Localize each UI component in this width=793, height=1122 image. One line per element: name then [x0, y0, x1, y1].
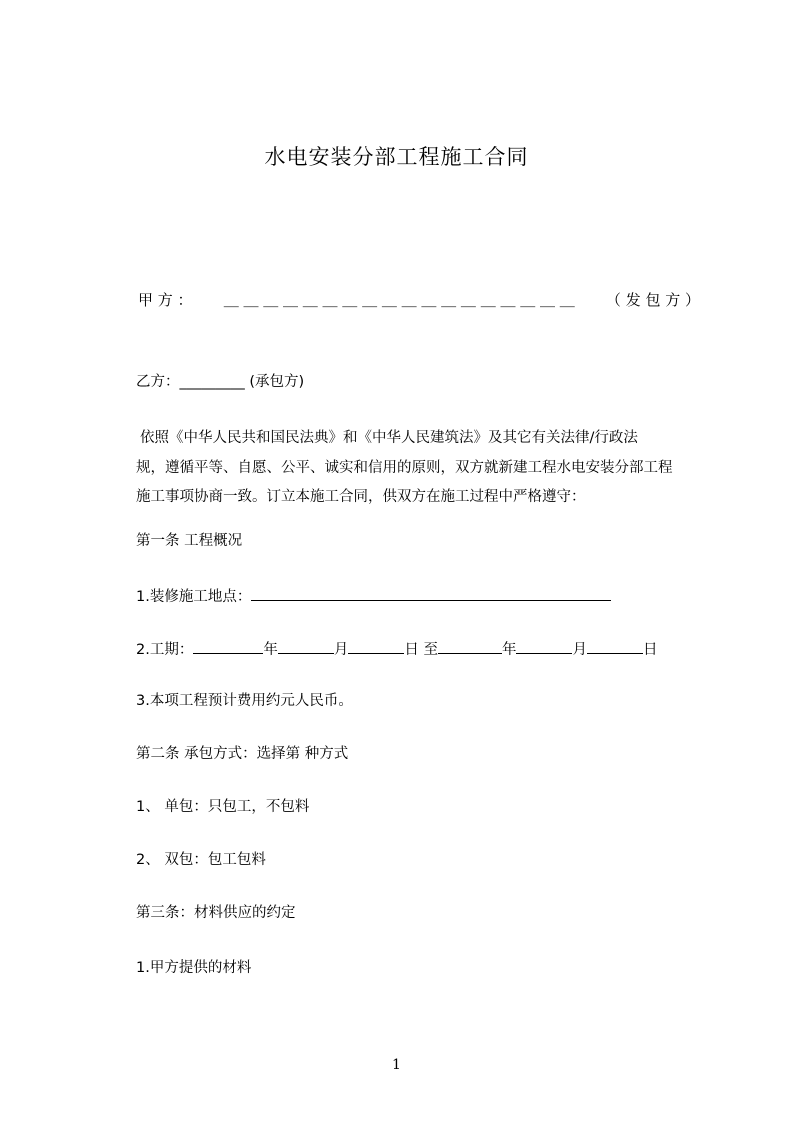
party-b-label: 乙方： — [136, 374, 180, 390]
start-year-blank — [193, 638, 263, 654]
end-day-blank — [587, 638, 643, 654]
intro-paragraph — [136, 424, 708, 513]
article-1-item-3: 3.本项工程预计费用约元人民币。 — [136, 693, 353, 709]
article-1-item-2 — [136, 638, 657, 660]
duration-label: 2.工期： — [136, 642, 194, 658]
party-a-line — [138, 290, 700, 310]
article-1-heading: 第一条 工程概况 — [136, 533, 243, 549]
start-month-label: 月 — [333, 642, 349, 658]
start-year-label: 年 — [263, 642, 278, 658]
end-month-blank — [516, 638, 572, 654]
start-day-blank — [348, 638, 404, 654]
page-number: 1 — [392, 1057, 401, 1073]
article-2-option-2: 2、 双包：包工包料 — [136, 852, 266, 868]
party-b-line — [136, 372, 304, 392]
party-b-blank: _________ — [179, 374, 245, 390]
end-year-blank — [438, 638, 502, 654]
intro-line-3: 施工事项协商一致。订立本施工合同，供双方在施工过程中严格遵守： — [136, 489, 586, 505]
party-a-role: （ 发 包 方 ） — [605, 291, 700, 309]
intro-line-1: 依照《中华人民共和国民法典》和《中华人民建筑法》及其它有关法律/行政法 — [140, 430, 638, 446]
article-3-item-1: 1.甲方提供的材料 — [136, 960, 252, 976]
site-address-blank — [251, 585, 611, 601]
party-a-blank: ＿ ＿ ＿ ＿ ＿ ＿ ＿ ＿ ＿ ＿ ＿ ＿ ＿ ＿ ＿ ＿ ＿ ＿ — [223, 291, 575, 309]
article-2-option-1: 1、 单包：只包工，不包料 — [136, 799, 310, 815]
document-title: 水电安装分部工程施工合同 — [264, 145, 529, 169]
party-a-label: 甲 方 ： — [138, 291, 193, 309]
intro-line-2: 规，遵循平等、自愿、公平、诚实和信用的原则，双方就新建工程水电安装分部工程 — [136, 459, 673, 476]
end-year-label: 年 — [501, 642, 517, 658]
article-1-item-1 — [136, 585, 611, 607]
site-address-label: 1.装修施工地点： — [136, 589, 252, 605]
article-2-heading: 第二条 承包方式：选择第 种方式 — [136, 746, 349, 762]
start-month-blank — [278, 638, 334, 654]
start-day-label: 日 至 — [404, 642, 438, 658]
end-day-label: 日 — [642, 642, 658, 658]
party-b-role: (承包方) — [249, 374, 305, 390]
end-month-label: 月 — [572, 642, 587, 658]
article-3-heading: 第三条：材料供应的约定 — [136, 905, 296, 921]
